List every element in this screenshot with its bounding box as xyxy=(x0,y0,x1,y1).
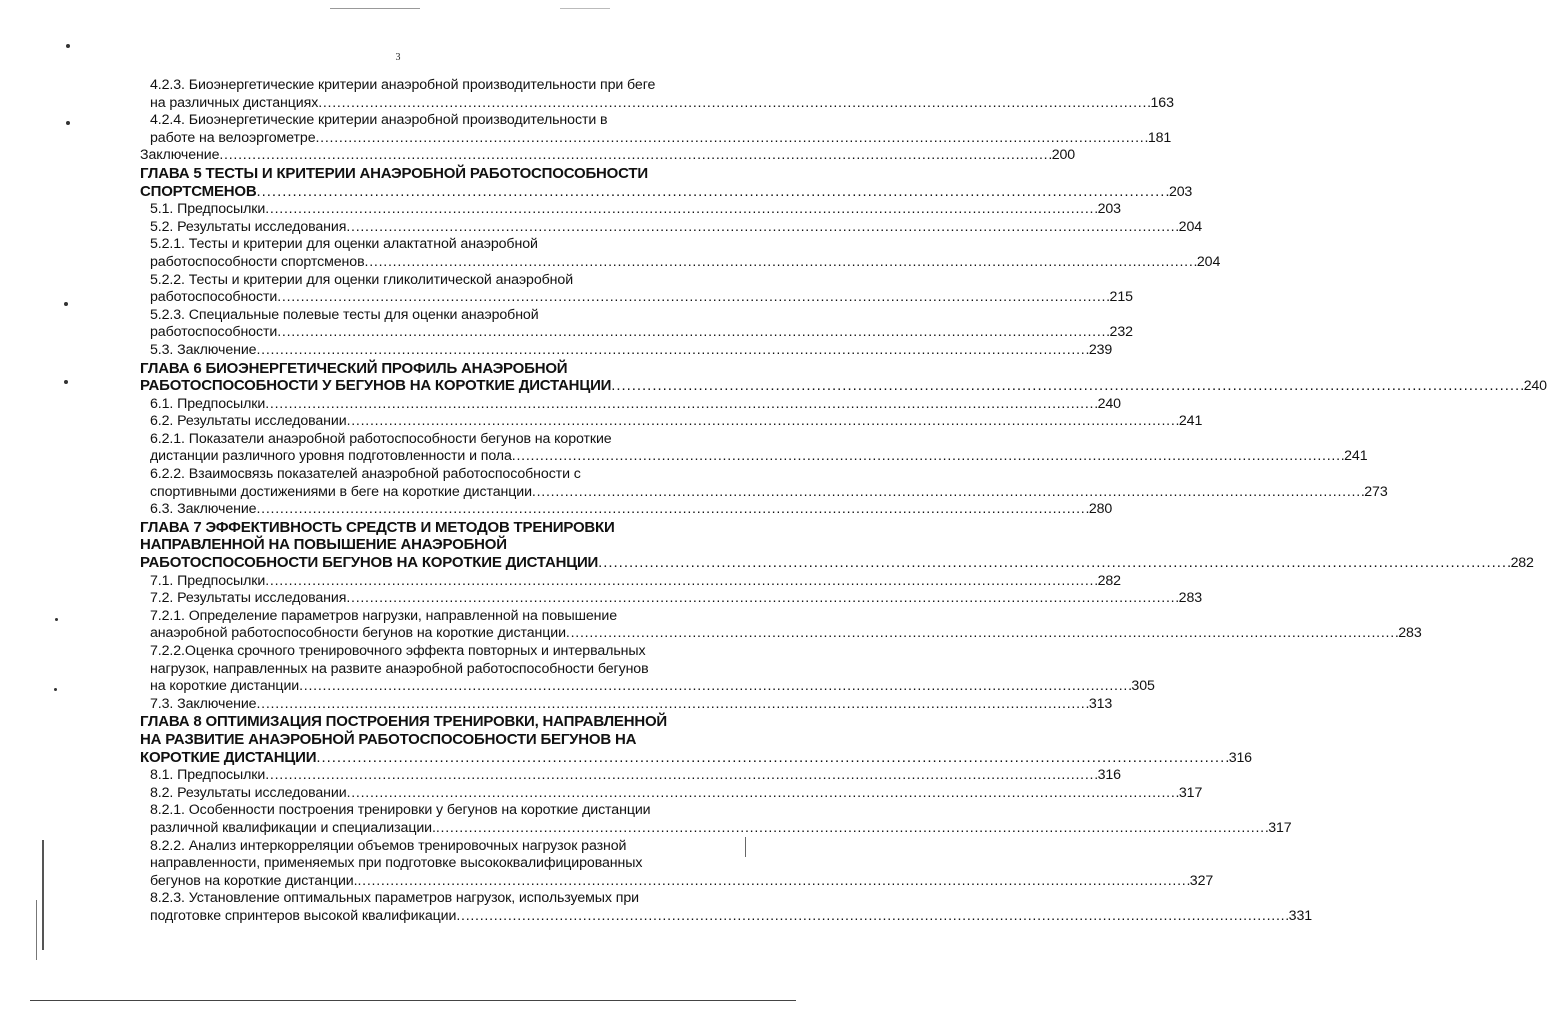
toc-entry xyxy=(140,218,1203,237)
toc-entry-line: 5.2.1. Тесты и критерии для оценки алактатной анаэробной xyxy=(150,236,538,253)
toc-page-number: 181 xyxy=(1147,129,1172,146)
toc-entry-title: работоспособности xyxy=(150,289,278,306)
dot-leader xyxy=(219,147,1050,165)
scan-speck xyxy=(64,380,68,384)
toc-entry-line: НА РАЗВИТИЕ АНАЭРОБНОЙ РАБОТОСПОСОБНОСТИ БЕГУНОВ НА xyxy=(140,730,637,748)
toc-entry-line: 8.2.2. Анализ интеркорреляции объемов тренировочных нагрузок разной xyxy=(150,837,627,854)
toc-page-number: 215 xyxy=(1109,289,1133,306)
dot-leader xyxy=(265,767,1096,785)
scan-speck xyxy=(66,44,70,48)
scan-speck xyxy=(64,302,68,306)
toc-entry xyxy=(140,395,1121,414)
toc-page-number: 283 xyxy=(1178,590,1203,607)
toc-entry xyxy=(140,201,1121,219)
toc-entry xyxy=(140,802,1292,837)
toc-entry xyxy=(140,572,1121,591)
dot-leader xyxy=(277,289,1108,307)
toc-entry xyxy=(140,695,1113,714)
toc-entry-title: 7.1. Предпосылки xyxy=(150,572,266,589)
dot-leader xyxy=(277,324,1108,342)
scan-speck xyxy=(55,618,58,621)
toc-entry-line: ГЛАВА 6 БИОЭНЕРГЕТИЧЕСКИЙ ПРОФИЛЬ АНАЭРОБНОЙ xyxy=(140,359,568,377)
toc-entry xyxy=(140,341,1113,360)
toc-entry-title: СПОРТСМЕНОВ xyxy=(140,182,257,200)
toc-entry-line: нагрузок, направленных на развите анаэробной работоспособности бегунов xyxy=(150,660,649,677)
toc-entry-title: 6.2. Результаты исследовании xyxy=(150,413,347,430)
dot-leader xyxy=(265,201,1096,219)
toc-page-number: 239 xyxy=(1088,341,1113,358)
toc-entry-line: 7.2.2.Оценка срочного тренировочного эффекта повторных и интервальных xyxy=(150,643,646,659)
toc-entry-title: бегунов на короткие дистанции. xyxy=(150,872,358,889)
toc-page-number: 163 xyxy=(1150,94,1174,111)
toc-entry-line: НАПРАВЛЕННОЙ НА ПОВЫШЕНИЕ АНАЭРОБНОЙ xyxy=(140,536,507,554)
dot-leader xyxy=(257,183,1168,201)
toc-entry-title: 6.1. Предпосылки xyxy=(150,395,266,412)
toc-page-number: 241 xyxy=(1178,413,1203,430)
toc-entry-last-line xyxy=(150,129,1172,148)
toc-page-number: 273 xyxy=(1364,483,1388,500)
toc-entry-title: различной квалификации и специализации. xyxy=(150,819,436,836)
toc-page-number: 327 xyxy=(1189,872,1214,889)
toc-entry xyxy=(140,767,1121,785)
toc-entry-last-line xyxy=(150,572,1121,591)
toc-entry-line: направленности, применяемых при подготовке высококвалифицированных xyxy=(150,855,643,872)
toc-chapter-entry xyxy=(140,713,1252,767)
dot-leader xyxy=(256,696,1087,714)
toc-entry-last-line xyxy=(150,324,1133,342)
dot-leader xyxy=(315,130,1146,148)
toc-entry xyxy=(140,890,1313,925)
toc-entry-title: на короткие дистанции xyxy=(150,678,300,695)
dot-leader xyxy=(436,820,1267,838)
dot-leader xyxy=(318,95,1149,113)
toc-page-number: 316 xyxy=(1097,767,1121,784)
dot-leader xyxy=(346,590,1177,608)
toc-entry-title: 5.3. Заключение xyxy=(150,341,257,358)
toc-entry xyxy=(140,590,1203,608)
dot-leader xyxy=(566,625,1397,643)
toc-entry-title: работоспособности спортсменов xyxy=(150,253,365,270)
toc-entry-line: 6.2.1. Показатели анаэробной работоспособности бегунов на короткие xyxy=(150,430,612,447)
dot-leader xyxy=(256,501,1087,519)
toc-entry-title: КОРОТКИЕ ДИСТАНЦИИ xyxy=(140,748,317,766)
toc-page-number: 203 xyxy=(1097,201,1121,218)
toc-entry-last-line xyxy=(150,218,1203,237)
toc-page-number: 200 xyxy=(1051,147,1076,164)
toc-entry-last-line xyxy=(150,501,1113,519)
toc-entry-last-line xyxy=(150,289,1133,307)
toc-entry-last-line xyxy=(150,413,1203,431)
toc-entry-title: работе на велоэргометре xyxy=(150,129,316,146)
toc-entry-line: 8.2.1. Особенности построения тренировки у бегунов на короткие дистанции xyxy=(150,802,651,819)
toc-entry-last-line xyxy=(150,784,1203,803)
toc-entry-last-line xyxy=(150,872,1214,891)
page-bottom-edge xyxy=(30,1000,796,1001)
toc-entry-title: 5.1. Предпосылки xyxy=(150,201,266,218)
toc-page-number: 331 xyxy=(1288,907,1313,924)
scan-mark xyxy=(745,837,746,857)
toc-entry-line: 4.2.3. Биоэнергетические критерии анаэробной производительности при беге xyxy=(150,77,656,93)
toc-entry-last-line xyxy=(150,201,1121,219)
toc-entry-last-line xyxy=(150,590,1203,608)
scan-mark xyxy=(330,8,420,9)
dot-leader xyxy=(347,785,1178,803)
toc-entry-title: на различных дистанциях xyxy=(150,94,319,111)
page-number: 3 xyxy=(395,52,401,63)
toc-page-number: 203 xyxy=(1169,183,1193,200)
toc-page-number: 316 xyxy=(1228,749,1252,766)
toc-entry-last-line xyxy=(140,377,1547,396)
toc-entry-last-line xyxy=(150,907,1313,926)
toc-entry xyxy=(140,784,1203,803)
dot-leader xyxy=(365,254,1196,272)
toc-entry-title: дистанции различного уровня подготовленности и пола xyxy=(150,448,512,465)
toc-entry-line: ГЛАВА 7 ЭФФЕКТИВНОСТЬ СРЕДСТВ И МЕТОДОВ ТРЕНИРОВКИ xyxy=(140,518,615,536)
toc-entry-line: ГЛАВА 5 ТЕСТЫ И КРИТЕРИИ АНАЭРОБНОЙ РАБОТОСПОСОБНОСТИ xyxy=(140,164,648,182)
scan-mark xyxy=(560,8,610,9)
toc-page-number: 232 xyxy=(1109,324,1133,341)
toc-entry-title: Заключение xyxy=(140,147,220,164)
toc-page-number: 305 xyxy=(1131,678,1155,695)
toc-entry xyxy=(140,413,1203,431)
toc-entry xyxy=(140,466,1388,501)
toc-entry-title: РАБОТОСПОСОБНОСТИ БЕГУНОВ НА КОРОТКИЕ ДИСТАНЦИИ xyxy=(140,554,599,572)
toc-entry xyxy=(140,430,1368,466)
toc-entry-last-line xyxy=(140,147,1076,165)
toc-entry-title: спортивными достижениями в беге на короткие дистанции xyxy=(150,483,532,500)
toc-entry-line: 6.2.2. Взаимосвязь показателей анаэробной работоспособности с xyxy=(150,466,581,483)
dot-leader xyxy=(456,908,1287,926)
toc-entry-last-line xyxy=(140,554,1534,573)
toc-page-number: 280 xyxy=(1088,501,1113,518)
toc-entry xyxy=(140,236,1221,271)
toc-entry xyxy=(140,501,1113,519)
toc-entry xyxy=(140,643,1155,696)
toc-entry-last-line xyxy=(140,748,1252,768)
toc-page-number: 240 xyxy=(1523,378,1547,395)
toc-entry-last-line xyxy=(150,695,1113,714)
toc-entry xyxy=(140,271,1133,307)
toc-entry-line: ГЛАВА 8 ОПТИМИЗАЦИЯ ПОСТРОЕНИЯ ТРЕНИРОВКИ, НАПРАВЛЕННОЙ xyxy=(140,713,668,731)
dot-leader xyxy=(265,396,1096,414)
toc-entry-title: 5.2. Результаты исследования xyxy=(150,218,347,235)
toc-entry-line: 5.2.2. Тесты и критерии для оценки гликолитической анаэробной xyxy=(150,271,574,288)
toc-page-number: 241 xyxy=(1344,448,1368,465)
toc-entry-title: 8.2. Результаты исследовании xyxy=(150,784,347,801)
toc-entry xyxy=(140,607,1422,643)
toc-entry-title: анаэробной работоспособности бегунов на короткие дистанции xyxy=(150,625,566,642)
toc-entry xyxy=(140,77,1174,112)
scan-speck xyxy=(54,688,57,691)
toc-entry-last-line xyxy=(150,483,1388,502)
toc-chapter-entry xyxy=(140,164,1193,201)
toc-entry-title: 7.2. Результаты исследования xyxy=(150,590,347,607)
toc-entry-last-line xyxy=(150,448,1368,466)
toc-entry-title: работоспособности xyxy=(150,324,278,341)
toc-entry xyxy=(140,147,1076,165)
toc-entry xyxy=(140,837,1214,891)
toc-entry-last-line xyxy=(150,767,1121,785)
dot-leader xyxy=(299,678,1130,696)
toc-page-number: 282 xyxy=(1097,572,1121,589)
toc-page-number: 283 xyxy=(1398,625,1422,642)
dot-leader xyxy=(256,342,1087,360)
dot-leader xyxy=(346,219,1177,237)
toc-entry-line: 4.2.4. Биоэнергетические критерии анаэробной производительности в xyxy=(150,112,608,129)
dot-leader xyxy=(265,573,1096,591)
scan-speck xyxy=(66,121,70,125)
dot-leader xyxy=(357,873,1188,891)
toc-page-number: 317 xyxy=(1178,784,1203,801)
toc-entry-last-line xyxy=(150,678,1155,696)
dot-leader xyxy=(611,377,1522,395)
binding-shadow xyxy=(42,840,44,950)
toc-page-number: 282 xyxy=(1510,555,1534,572)
dot-leader xyxy=(512,448,1343,466)
toc-page-number: 317 xyxy=(1268,819,1292,836)
toc-entry-last-line xyxy=(150,819,1292,838)
toc-entry-last-line xyxy=(140,182,1193,202)
binding-shadow xyxy=(36,900,37,960)
dot-leader xyxy=(347,413,1178,431)
toc-entry-title: РАБОТОСПОСОБНОСТИ У БЕГУНОВ НА КОРОТКИЕ ДИСТАНЦИИ xyxy=(140,377,612,395)
toc-chapter-entry xyxy=(140,359,1547,396)
toc-entry xyxy=(140,112,1172,147)
toc-chapter-entry xyxy=(140,518,1534,573)
toc-entry-line: 5.2.3. Специальные полевые тесты для оценки анаэробной xyxy=(150,306,539,323)
toc-entry-title: подготовке спринтеров высокой квалификации xyxy=(150,907,457,924)
toc-entry-last-line xyxy=(150,94,1174,113)
dot-leader xyxy=(316,749,1227,767)
table-of-contents xyxy=(140,77,1547,926)
toc-entry-line: 7.2.1. Определение параметров нагрузки, направленной на повышение xyxy=(150,607,618,624)
toc-entry-line: 8.2.3. Установление оптимальных параметров нагрузок, используемых при xyxy=(150,890,639,907)
toc-entry xyxy=(140,306,1133,342)
dot-leader xyxy=(532,484,1363,502)
toc-entry-last-line xyxy=(150,625,1422,643)
toc-entry-last-line xyxy=(150,395,1121,414)
toc-entry-title: 6.3. Заключение xyxy=(150,501,257,518)
toc-entry-last-line xyxy=(150,341,1113,360)
toc-page-number: 204 xyxy=(1196,253,1221,270)
toc-page-number: 313 xyxy=(1088,695,1113,712)
toc-page-number: 204 xyxy=(1178,218,1203,235)
toc-entry-title: 8.1. Предпосылки xyxy=(150,767,266,784)
dot-leader xyxy=(598,554,1509,572)
toc-page-number: 240 xyxy=(1097,395,1121,412)
toc-entry-title: 7.3. Заключение xyxy=(150,695,257,712)
toc-entry-last-line xyxy=(150,253,1221,272)
